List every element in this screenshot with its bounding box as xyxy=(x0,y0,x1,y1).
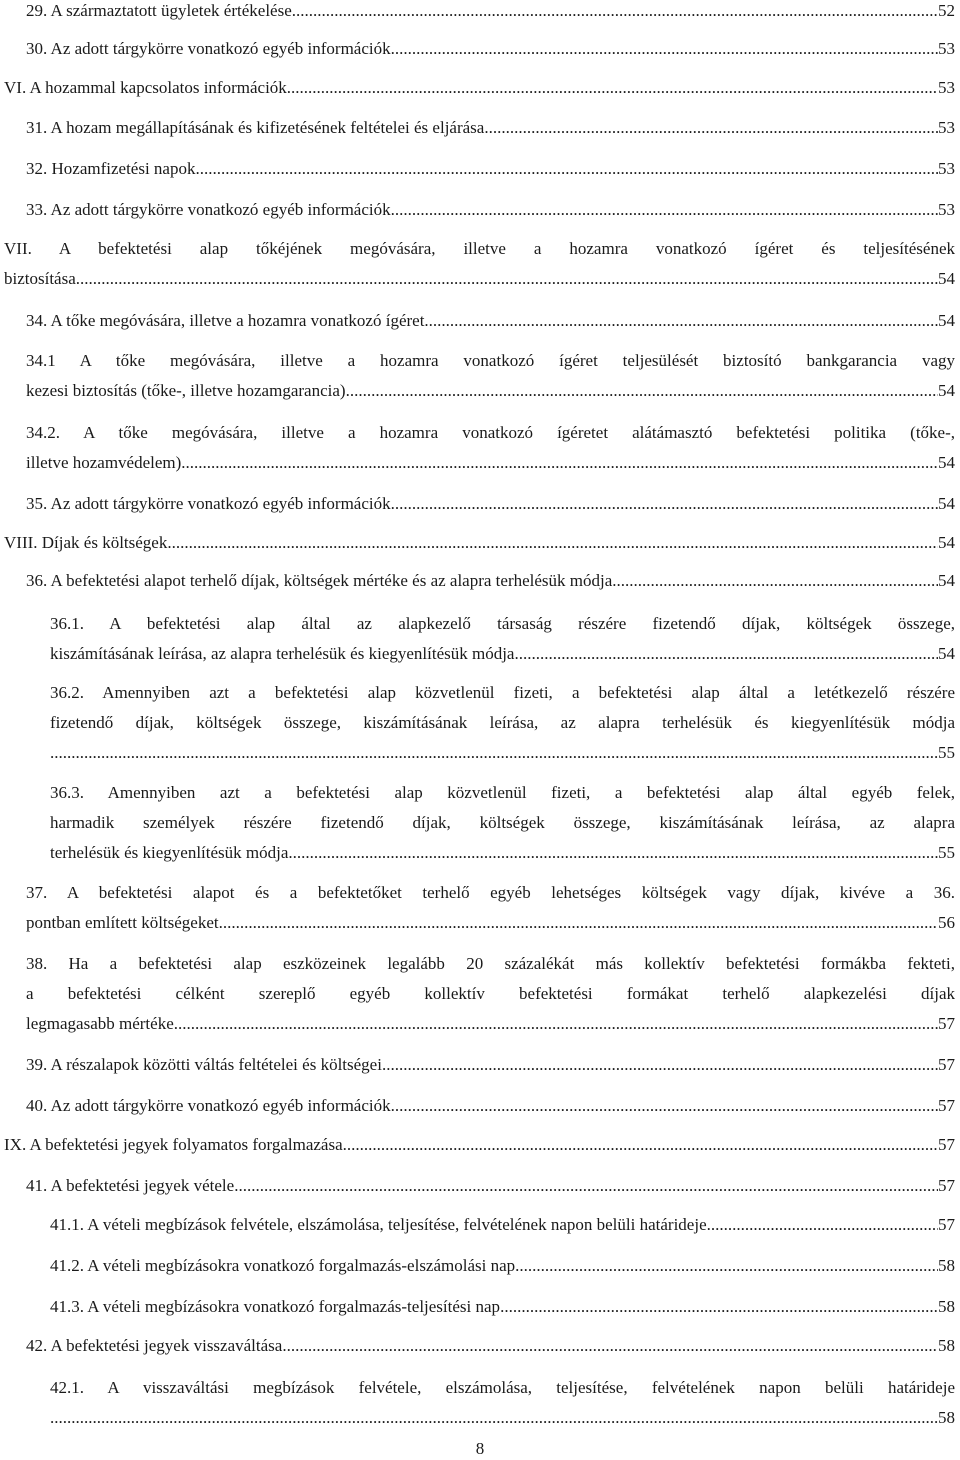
toc-entry[interactable] xyxy=(50,678,955,768)
toc-entry-page: 54 xyxy=(938,533,955,552)
toc-entry-page: 57 xyxy=(938,1135,955,1154)
toc-entry[interactable] xyxy=(26,0,955,26)
toc-entry-page: 53 xyxy=(938,200,955,219)
toc-entry-page: 55 xyxy=(938,743,955,762)
toc-entry-title-line: 34.1 A tőke megóvására, illetve a hozamra vonatkozó ígéret teljesülését biztosító bankgarancia vagy xyxy=(26,351,955,370)
toc-entry-page: 57 xyxy=(938,1215,955,1234)
toc-entry-title: 41.2. A vételi megbízásokra vonatkozó forgalmazás-elszámolási nap xyxy=(50,1256,516,1275)
toc-entry-title: 36. A befektetési alapot terhelő díjak, költségek mértéke és az alapra terhelésük módja xyxy=(26,571,613,590)
toc-entry[interactable] xyxy=(4,528,955,558)
page-number: 8 xyxy=(475,1439,485,1458)
toc-entry-title-line: VII. A befektetési alap tőkéjének megóvására, illetve a hozamra vonatkozó ígéret és teljesítésének xyxy=(4,239,955,258)
toc-entry[interactable] xyxy=(26,1050,955,1080)
toc-entry-title: VI. A hozammal kapcsolatos információk xyxy=(4,78,287,97)
toc-entry-page: 54 xyxy=(938,453,955,472)
toc-entry-title: 35. Az adott tárgykörre vonatkozó egyéb információk xyxy=(26,494,391,513)
toc-entry-page: 54 xyxy=(938,269,955,288)
toc-entry-page: 53 xyxy=(938,159,955,178)
toc-entry[interactable] xyxy=(26,949,955,1039)
toc-entry-page: 58 xyxy=(938,1336,955,1355)
toc-entry[interactable] xyxy=(26,1091,955,1121)
toc-entry-title-line: 42.1. A visszaváltási megbízások felvétele, elszámolása, teljesítése, felvételének napon belüli határideje xyxy=(50,1378,955,1397)
toc-entry[interactable] xyxy=(26,154,955,184)
toc-entry[interactable] xyxy=(26,195,955,225)
toc-entry-page: 57 xyxy=(938,1055,955,1074)
toc-entry-title: 31. A hozam megállapításának és kifizetésének feltételei és eljárása xyxy=(26,118,485,137)
toc-entry-title-line: 38. Ha a befektetési alap eszközeinek legalább 20 százalékát más kollektív befektetési formákba fekteti, xyxy=(26,954,955,973)
toc-entry[interactable] xyxy=(4,234,955,294)
toc-entry[interactable] xyxy=(4,1130,955,1160)
toc-entry-page: 53 xyxy=(938,78,955,97)
toc-entry[interactable] xyxy=(26,306,955,336)
toc-entry[interactable] xyxy=(50,1373,955,1433)
toc-entry-title-line: 37. A befektetési alapot és a befektetőket terhelő egyéb lehetséges költségek vagy díjak, kivéve a 36. xyxy=(26,883,955,902)
toc-entry-title: 41. A befektetési jegyek vétele xyxy=(26,1176,235,1195)
toc-entry-title-cont: legmagasabb mértéke xyxy=(26,1014,174,1033)
toc-entry-title: 39. A részalapok közötti váltás feltételei és költségei xyxy=(26,1055,382,1074)
toc-entry-title: IX. A befektetési jegyek folyamatos forgalmazása xyxy=(4,1135,343,1154)
toc-entry-page: 56 xyxy=(938,913,955,932)
toc-entry-page: 53 xyxy=(938,118,955,137)
toc-entry-title-line: a befektetési célként szereplő egyéb kollektív befektetési formákat terhelő alapkezelési díjak xyxy=(26,984,955,1003)
toc-entry[interactable] xyxy=(26,113,955,143)
toc-entry[interactable] xyxy=(50,1251,955,1281)
toc-entry[interactable] xyxy=(26,566,955,596)
toc-entry-page: 58 xyxy=(938,1408,955,1427)
toc-entry-title: 41.3. A vételi megbízásokra vonatkozó forgalmazás-teljesítési nap xyxy=(50,1297,501,1316)
toc-entry-page: 57 xyxy=(938,1096,955,1115)
toc-entry-title: 42. A befektetési jegyek visszaváltása xyxy=(26,1336,283,1355)
toc-entry[interactable] xyxy=(26,1331,955,1361)
toc-entry-page: 55 xyxy=(938,843,955,862)
toc-entry-page: 57 xyxy=(938,1014,955,1033)
toc-entry-title: 32. Hozamfizetési napok xyxy=(26,159,196,178)
toc-entry-title: 40. Az adott tárgykörre vonatkozó egyéb információk xyxy=(26,1096,391,1115)
toc-entry-page: 58 xyxy=(938,1297,955,1316)
toc-entry[interactable] xyxy=(26,489,955,519)
toc-entry-page: 54 xyxy=(938,571,955,590)
toc-entry-page: 54 xyxy=(938,644,955,663)
toc-entry-title: 34. A tőke megóvására, illetve a hozamra vonatkozó ígéret xyxy=(26,311,425,330)
toc-entry-title: 41.1. A vételi megbízások felvétele, elszámolása, teljesítése, felvételének napon belüli határideje xyxy=(50,1215,707,1234)
toc-entry-title-line: 36.3. Amennyiben azt a befektetési alap közvetlenül fizeti, a befektetési alap által egyéb felek, xyxy=(50,783,955,802)
toc-entry-title-cont: illetve hozamvédelem) xyxy=(26,453,182,472)
toc-entry-title: 30. Az adott tárgykörre vonatkozó egyéb információk xyxy=(26,39,391,58)
toc-entry-page: 52 xyxy=(938,1,955,20)
toc-entry[interactable] xyxy=(26,1171,955,1201)
toc-entry[interactable] xyxy=(26,346,955,406)
toc-entry-title-cont: kezesi biztosítás (tőke-, illetve hozamgarancia) xyxy=(26,381,346,400)
toc-entry[interactable] xyxy=(50,778,955,868)
toc-entry-title-line: 36.2. Amennyiben azt a befektetési alap közvetlenül fizeti, a befektetési alap által a letétkezelő részére xyxy=(50,683,955,702)
toc-entry-page: 54 xyxy=(938,311,955,330)
toc-entry[interactable] xyxy=(26,418,955,478)
toc-entry-title: 29. A származtatott ügyletek értékelése xyxy=(26,1,292,20)
toc-entry-page: 53 xyxy=(938,39,955,58)
toc-entry[interactable] xyxy=(26,34,955,64)
toc-entry[interactable] xyxy=(50,1292,955,1322)
toc-entry-title-cont: biztosítása xyxy=(4,269,76,288)
toc-entry-title-cont: kiszámításának leírása, az alapra terhelésük és kiegyenlítésük módja xyxy=(50,644,515,663)
toc-entry[interactable] xyxy=(4,73,955,103)
toc-entry[interactable] xyxy=(50,1210,955,1240)
toc-entry-title-cont: pontban említett költségeket xyxy=(26,913,219,932)
toc-entry-page: 54 xyxy=(938,494,955,513)
toc-entry-title: VIII. Díjak és költségek xyxy=(4,533,168,552)
toc-entry-title-line: 36.1. A befektetési alap által az alapkezelő társaság részére fizetendő díjak, költségek összege, xyxy=(50,614,955,633)
toc-entry-title: 33. Az adott tárgykörre vonatkozó egyéb információk xyxy=(26,200,391,219)
toc-entry-title-line: fizetendő díjak, költségek összege, kiszámításának leírása, az alapra terhelésük és kiegyenlítésük módja xyxy=(50,713,955,732)
toc-entry[interactable] xyxy=(50,609,955,669)
toc-entry-title-cont: terhelésük és kiegyenlítésük módja xyxy=(50,843,289,862)
toc-entry-page: 58 xyxy=(938,1256,955,1275)
toc-entry-title-line: harmadik személyek részére fizetendő díjak, költségek összege, kiszámításának leírása, az alapra xyxy=(50,813,955,832)
toc-entry-page: 54 xyxy=(938,381,955,400)
toc-entry-page: 57 xyxy=(938,1176,955,1195)
toc-entry-title-line: 34.2. A tőke megóvására, illetve a hozamra vonatkozó ígéretet alátámasztó befektetési politika (tőke-, xyxy=(26,423,955,442)
toc-entry[interactable] xyxy=(26,878,955,938)
